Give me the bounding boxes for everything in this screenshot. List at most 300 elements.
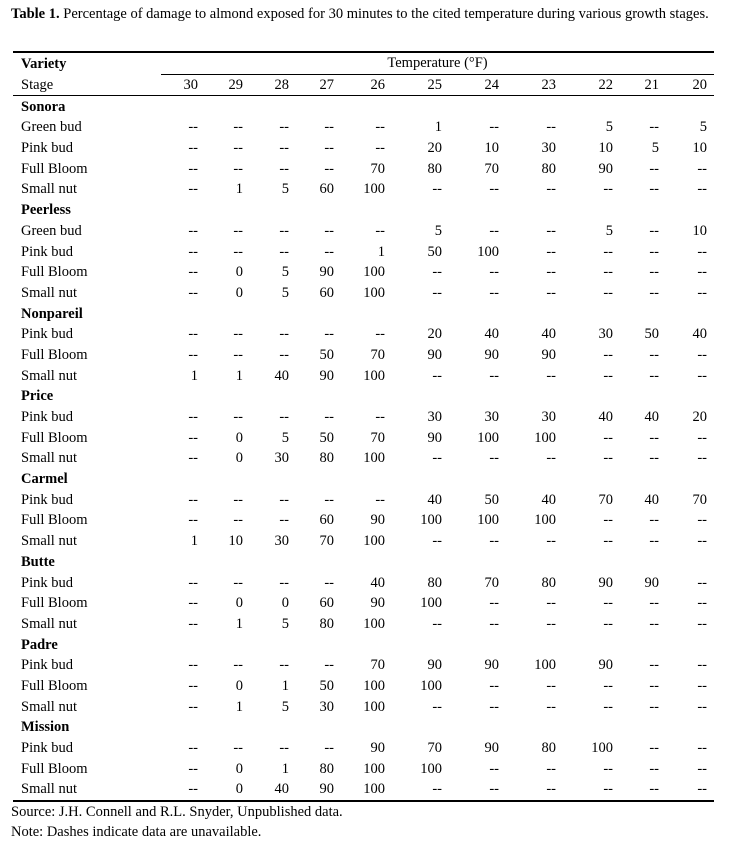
variety-row bbox=[13, 469, 714, 490]
stage-cell: Full Bloom bbox=[21, 264, 88, 281]
damage-value-cell: 0 bbox=[235, 264, 243, 281]
damage-value-cell: -- bbox=[697, 533, 707, 550]
damage-value-cell: -- bbox=[188, 140, 198, 157]
damage-value-cell: -- bbox=[279, 657, 289, 674]
damage-value-cell: -- bbox=[697, 284, 707, 301]
damage-value-cell: -- bbox=[324, 140, 334, 157]
damage-value-cell: 40 bbox=[250, 779, 296, 801]
damage-value-cell: -- bbox=[188, 160, 198, 177]
variety-name: Padre bbox=[21, 636, 58, 653]
damage-value-cell: 40 bbox=[370, 574, 385, 591]
damage-value-cell: -- bbox=[603, 243, 613, 260]
table-row bbox=[13, 117, 714, 138]
damage-value-cell: -- bbox=[697, 698, 707, 715]
stage-cell: Pink bud bbox=[21, 409, 73, 426]
damage-value-cell: -- bbox=[188, 760, 198, 777]
damage-value-cell: -- bbox=[603, 698, 613, 715]
damage-value-cell: -- bbox=[188, 698, 198, 715]
damage-value-cell: -- bbox=[649, 740, 659, 757]
stage-cell: Pink bud bbox=[21, 574, 73, 591]
table-row bbox=[13, 531, 714, 552]
damage-value-cell: -- bbox=[279, 409, 289, 426]
damage-value-cell: 60 bbox=[319, 284, 334, 301]
damage-value-cell: -- bbox=[233, 140, 243, 157]
damage-value-cell: -- bbox=[697, 450, 707, 467]
damage-value-cell: -- bbox=[188, 326, 198, 343]
temperature-column-header: 24 bbox=[449, 74, 506, 96]
variety-name: Carmel bbox=[21, 471, 68, 488]
damage-value-cell: 100 bbox=[363, 615, 385, 632]
damage-value-cell: 80 bbox=[427, 160, 442, 177]
damage-value-cell: 90 bbox=[484, 740, 499, 757]
damage-value-cell: -- bbox=[697, 512, 707, 529]
damage-value-cell: 1 bbox=[434, 119, 442, 136]
table-row bbox=[13, 324, 714, 345]
damage-value-cell: 70 bbox=[370, 160, 385, 177]
table-row bbox=[13, 221, 714, 242]
damage-value-cell: 90 bbox=[427, 346, 442, 363]
damage-value-cell: -- bbox=[697, 346, 707, 363]
damage-value-cell: 80 bbox=[319, 760, 334, 777]
damage-value-cell: -- bbox=[603, 533, 613, 550]
damage-value-cell: -- bbox=[489, 284, 499, 301]
damage-value-cell: 40 bbox=[644, 491, 659, 508]
damage-value-cell: 100 bbox=[591, 740, 613, 757]
stage-cell: Full Bloom bbox=[21, 677, 88, 694]
damage-value-cell: 100 bbox=[534, 429, 556, 446]
damage-value-cell: 100 bbox=[363, 760, 385, 777]
damage-value-cell: -- bbox=[449, 779, 506, 801]
table-row bbox=[13, 407, 714, 428]
damage-value-cell: 100 bbox=[363, 284, 385, 301]
damage-value-cell: -- bbox=[649, 160, 659, 177]
variety-row bbox=[13, 634, 714, 655]
damage-value-cell: -- bbox=[188, 574, 198, 591]
damage-value-cell: 30 bbox=[541, 140, 556, 157]
temperature-column-header: 27 bbox=[296, 74, 341, 96]
variety-name: Peerless bbox=[21, 202, 71, 219]
temperature-column-header: 20 bbox=[666, 74, 714, 96]
damage-value-cell: -- bbox=[649, 284, 659, 301]
damage-value-cell: -- bbox=[546, 367, 556, 384]
damage-value-cell: 90 bbox=[484, 346, 499, 363]
damage-value-cell: -- bbox=[489, 677, 499, 694]
damage-value-cell: 100 bbox=[534, 657, 556, 674]
damage-value-cell: -- bbox=[324, 409, 334, 426]
table-body bbox=[13, 52, 714, 801]
damage-value-cell: 50 bbox=[484, 491, 499, 508]
damage-value-cell: 80 bbox=[541, 574, 556, 591]
damage-value-cell: -- bbox=[375, 409, 385, 426]
stage-cell: Pink bud bbox=[21, 740, 73, 757]
damage-value-cell: 0 bbox=[235, 450, 243, 467]
damage-value-cell: -- bbox=[188, 264, 198, 281]
damage-value-cell: -- bbox=[506, 779, 563, 801]
damage-value-cell: -- bbox=[649, 243, 659, 260]
damage-value-cell: -- bbox=[649, 222, 659, 239]
damage-value-cell: -- bbox=[649, 512, 659, 529]
stage-cell: Small nut bbox=[21, 284, 77, 301]
header-row-stage bbox=[13, 74, 714, 96]
damage-value-cell: 5 bbox=[281, 429, 289, 446]
damage-value-cell: 80 bbox=[319, 615, 334, 632]
damage-value-cell: -- bbox=[603, 595, 613, 612]
damage-value-cell: 40 bbox=[644, 409, 659, 426]
damage-value-cell: -- bbox=[649, 657, 659, 674]
damage-value-cell: -- bbox=[188, 181, 198, 198]
damage-value-cell: 100 bbox=[420, 595, 442, 612]
temperature-column-header: 22 bbox=[563, 74, 620, 96]
damage-value-cell: -- bbox=[188, 409, 198, 426]
stage-cell: Small nut bbox=[21, 615, 77, 632]
damage-value-cell: 5 bbox=[434, 222, 442, 239]
damage-value-cell: 90 bbox=[296, 779, 341, 801]
damage-value-cell: 30 bbox=[484, 409, 499, 426]
damage-value-cell: -- bbox=[546, 450, 556, 467]
damage-value-cell: 90 bbox=[370, 740, 385, 757]
damage-value-cell: 1 bbox=[235, 615, 243, 632]
damage-value-cell: 20 bbox=[692, 409, 707, 426]
table-row bbox=[13, 572, 714, 593]
damage-value-cell: 50 bbox=[644, 326, 659, 343]
damage-value-cell: -- bbox=[697, 595, 707, 612]
damage-value-cell: -- bbox=[279, 346, 289, 363]
damage-value-cell: -- bbox=[324, 119, 334, 136]
damage-value-cell: -- bbox=[546, 222, 556, 239]
damage-value-cell: -- bbox=[649, 615, 659, 632]
temperature-column-header: 28 bbox=[250, 74, 296, 96]
damage-value-cell: 60 bbox=[319, 181, 334, 198]
damage-value-cell: -- bbox=[697, 429, 707, 446]
damage-value-cell: 100 bbox=[363, 450, 385, 467]
damage-value-cell: 1 bbox=[235, 367, 243, 384]
temperature-column-header: 23 bbox=[506, 74, 563, 96]
damage-value-cell: -- bbox=[279, 243, 289, 260]
damage-value-cell: 100 bbox=[363, 533, 385, 550]
table-label: Table 1. bbox=[11, 6, 60, 22]
damage-value-cell: 1 bbox=[235, 698, 243, 715]
damage-value-cell: 10 bbox=[598, 140, 613, 157]
damage-value-cell: 10 bbox=[228, 533, 243, 550]
damage-value-cell: -- bbox=[188, 222, 198, 239]
damage-value-cell: -- bbox=[233, 657, 243, 674]
temperature-column-header: 26 bbox=[341, 74, 392, 96]
damage-value-cell: -- bbox=[603, 429, 613, 446]
damage-value-cell: 70 bbox=[598, 491, 613, 508]
table-row bbox=[13, 593, 714, 614]
damage-value-cell: -- bbox=[620, 779, 666, 801]
damage-value-cell: -- bbox=[546, 264, 556, 281]
damage-value-cell: -- bbox=[233, 326, 243, 343]
damage-value-cell: 0 bbox=[281, 595, 289, 612]
damage-table bbox=[13, 51, 714, 802]
stage-cell: Small nut bbox=[21, 698, 77, 715]
temperature-header: Temperature (°F) bbox=[161, 53, 714, 74]
damage-value-cell: -- bbox=[188, 615, 198, 632]
damage-value-cell: -- bbox=[697, 677, 707, 694]
damage-value-cell: 100 bbox=[420, 512, 442, 529]
damage-value-cell: -- bbox=[603, 264, 613, 281]
damage-value-cell: -- bbox=[603, 367, 613, 384]
damage-value-cell: -- bbox=[489, 367, 499, 384]
damage-value-cell: 100 bbox=[477, 243, 499, 260]
damage-value-cell: 90 bbox=[598, 657, 613, 674]
damage-value-cell: -- bbox=[188, 491, 198, 508]
damage-value-cell: 100 bbox=[363, 698, 385, 715]
stage-cell: Full Bloom bbox=[21, 595, 88, 612]
table-row bbox=[13, 614, 714, 635]
damage-value-cell: -- bbox=[324, 574, 334, 591]
damage-value-cell: -- bbox=[697, 760, 707, 777]
damage-value-cell: 90 bbox=[427, 657, 442, 674]
damage-value-cell: 90 bbox=[370, 512, 385, 529]
damage-value-cell: 40 bbox=[274, 367, 289, 384]
damage-value-cell: -- bbox=[188, 119, 198, 136]
damage-value-cell: -- bbox=[489, 450, 499, 467]
damage-value-cell: -- bbox=[188, 512, 198, 529]
damage-value-cell: 70 bbox=[370, 429, 385, 446]
stage-cell: Green bud bbox=[21, 222, 82, 239]
damage-value-cell: -- bbox=[546, 760, 556, 777]
damage-value-cell: 1 bbox=[377, 243, 385, 260]
stage-cell: Pink bud bbox=[21, 140, 73, 157]
damage-value-cell: -- bbox=[432, 367, 442, 384]
damage-value-cell: 100 bbox=[363, 181, 385, 198]
damage-value-cell: -- bbox=[375, 326, 385, 343]
damage-value-cell: -- bbox=[649, 760, 659, 777]
damage-value-cell: -- bbox=[649, 346, 659, 363]
damage-value-cell: 5 bbox=[651, 140, 659, 157]
damage-value-cell: -- bbox=[649, 533, 659, 550]
damage-value-cell: -- bbox=[188, 429, 198, 446]
damage-value-cell: 100 bbox=[534, 512, 556, 529]
table-row bbox=[13, 676, 714, 697]
damage-value-cell: 70 bbox=[484, 160, 499, 177]
stage-cell: Green bud bbox=[21, 119, 82, 136]
variety-row bbox=[13, 200, 714, 221]
damage-value-cell: 30 bbox=[274, 533, 289, 550]
damage-value-cell: -- bbox=[603, 677, 613, 694]
damage-value-cell: -- bbox=[546, 119, 556, 136]
damage-value-cell: -- bbox=[233, 740, 243, 757]
damage-value-cell: 40 bbox=[541, 326, 556, 343]
damage-value-cell: -- bbox=[161, 779, 205, 801]
damage-value-cell: 5 bbox=[281, 284, 289, 301]
stage-cell: Pink bud bbox=[21, 243, 73, 260]
table-row bbox=[13, 262, 714, 283]
damage-value-cell: -- bbox=[649, 595, 659, 612]
damage-value-cell: 80 bbox=[541, 740, 556, 757]
damage-value-cell: -- bbox=[233, 512, 243, 529]
damage-value-cell: -- bbox=[233, 119, 243, 136]
stage-cell: Small nut bbox=[13, 779, 161, 801]
damage-value-cell: -- bbox=[546, 181, 556, 198]
damage-value-cell: 100 bbox=[341, 779, 392, 801]
damage-value-cell: -- bbox=[324, 243, 334, 260]
damage-value-cell: -- bbox=[432, 615, 442, 632]
table-row bbox=[13, 427, 714, 448]
damage-value-cell: -- bbox=[603, 615, 613, 632]
damage-value-cell: -- bbox=[697, 615, 707, 632]
temperature-column-header: 29 bbox=[205, 74, 250, 96]
damage-value-cell: -- bbox=[697, 367, 707, 384]
variety-header: Variety bbox=[21, 55, 67, 72]
damage-value-cell: -- bbox=[697, 160, 707, 177]
table-row bbox=[13, 365, 714, 386]
damage-value-cell: -- bbox=[188, 677, 198, 694]
damage-value-cell: 5 bbox=[605, 119, 613, 136]
stage-cell: Small nut bbox=[21, 367, 77, 384]
damage-value-cell: -- bbox=[697, 243, 707, 260]
damage-value-cell: 0 bbox=[235, 760, 243, 777]
damage-value-cell: -- bbox=[279, 160, 289, 177]
damage-value-cell: 30 bbox=[319, 698, 334, 715]
stage-cell: Small nut bbox=[21, 533, 77, 550]
stage-cell: Small nut bbox=[21, 450, 77, 467]
damage-value-cell: 70 bbox=[484, 574, 499, 591]
damage-value-cell: -- bbox=[375, 222, 385, 239]
damage-value-cell: -- bbox=[279, 491, 289, 508]
damage-value-cell: -- bbox=[279, 512, 289, 529]
damage-value-cell: 10 bbox=[692, 222, 707, 239]
stage-cell: Pink bud bbox=[21, 491, 73, 508]
damage-value-cell: 60 bbox=[319, 595, 334, 612]
table-row bbox=[13, 283, 714, 304]
damage-value-cell: 5 bbox=[605, 222, 613, 239]
variety-name: Price bbox=[21, 388, 54, 405]
damage-value-cell: -- bbox=[188, 657, 198, 674]
damage-value-cell: 70 bbox=[370, 657, 385, 674]
damage-value-cell: 20 bbox=[427, 140, 442, 157]
damage-value-cell: -- bbox=[697, 657, 707, 674]
table-caption bbox=[11, 5, 723, 24]
damage-value-cell: -- bbox=[649, 429, 659, 446]
damage-value-cell: -- bbox=[279, 740, 289, 757]
damage-value-cell: 90 bbox=[644, 574, 659, 591]
damage-value-cell: -- bbox=[324, 222, 334, 239]
source-note: Source: J.H. Connell and R.L. Snyder, Unpublished data. bbox=[11, 804, 343, 820]
damage-value-cell: -- bbox=[233, 222, 243, 239]
variety-name: Butte bbox=[21, 553, 55, 570]
damage-value-cell: -- bbox=[279, 574, 289, 591]
damage-value-cell: 5 bbox=[281, 615, 289, 632]
damage-value-cell: 0 bbox=[205, 779, 250, 801]
damage-value-cell: -- bbox=[279, 119, 289, 136]
variety-name: Sonora bbox=[21, 98, 66, 115]
damage-value-cell: -- bbox=[489, 119, 499, 136]
damage-value-cell: -- bbox=[546, 284, 556, 301]
damage-value-cell: 90 bbox=[484, 657, 499, 674]
damage-value-cell: 5 bbox=[281, 698, 289, 715]
damage-value-cell: -- bbox=[649, 264, 659, 281]
damage-value-cell: 1 bbox=[190, 367, 198, 384]
table-row bbox=[13, 448, 714, 469]
damage-value-cell: 90 bbox=[427, 429, 442, 446]
damage-value-cell: -- bbox=[188, 243, 198, 260]
table-row bbox=[13, 696, 714, 717]
damage-value-cell: -- bbox=[546, 533, 556, 550]
damage-value-cell: 100 bbox=[363, 367, 385, 384]
damage-value-cell: 90 bbox=[319, 367, 334, 384]
damage-value-cell: -- bbox=[697, 181, 707, 198]
temperature-column-header: 25 bbox=[392, 74, 449, 96]
damage-value-cell: -- bbox=[697, 740, 707, 757]
damage-value-cell: -- bbox=[603, 760, 613, 777]
table-row bbox=[13, 489, 714, 510]
damage-value-cell: -- bbox=[546, 595, 556, 612]
damage-value-cell: 100 bbox=[363, 264, 385, 281]
variety-name: Mission bbox=[21, 719, 70, 736]
variety-name: Nonpareil bbox=[21, 305, 83, 322]
dashes-note: Note: Dashes indicate data are unavailable. bbox=[11, 824, 262, 840]
damage-value-cell: -- bbox=[603, 450, 613, 467]
damage-value-cell: 40 bbox=[692, 326, 707, 343]
damage-value-cell: -- bbox=[649, 698, 659, 715]
damage-value-cell: -- bbox=[375, 491, 385, 508]
damage-value-cell: 0 bbox=[235, 429, 243, 446]
damage-value-cell: 0 bbox=[235, 677, 243, 694]
damage-value-cell: 80 bbox=[541, 160, 556, 177]
damage-value-cell: -- bbox=[233, 491, 243, 508]
table-row bbox=[13, 138, 714, 159]
damage-value-cell: -- bbox=[489, 698, 499, 715]
damage-value-cell: 100 bbox=[420, 677, 442, 694]
damage-value-cell: -- bbox=[432, 698, 442, 715]
damage-value-cell: -- bbox=[188, 740, 198, 757]
damage-value-cell: -- bbox=[188, 450, 198, 467]
damage-value-cell: 100 bbox=[363, 677, 385, 694]
damage-value-cell: -- bbox=[432, 264, 442, 281]
damage-value-cell: 40 bbox=[598, 409, 613, 426]
damage-value-cell: 30 bbox=[274, 450, 289, 467]
damage-value-cell: 0 bbox=[235, 284, 243, 301]
damage-value-cell: 50 bbox=[319, 346, 334, 363]
temperature-column-header: 30 bbox=[161, 74, 205, 96]
variety-row bbox=[13, 303, 714, 324]
damage-value-cell: 70 bbox=[319, 533, 334, 550]
damage-value-cell: -- bbox=[489, 181, 499, 198]
damage-value-cell: 90 bbox=[598, 160, 613, 177]
temperature-column-header: 21 bbox=[620, 74, 666, 96]
variety-row bbox=[13, 386, 714, 407]
damage-value-cell: -- bbox=[489, 533, 499, 550]
damage-value-cell: -- bbox=[279, 326, 289, 343]
damage-value-cell: -- bbox=[546, 677, 556, 694]
damage-value-cell: -- bbox=[546, 615, 556, 632]
damage-value-cell: -- bbox=[432, 450, 442, 467]
damage-value-cell: 50 bbox=[319, 677, 334, 694]
stage-cell: Full Bloom bbox=[21, 160, 88, 177]
stage-cell: Full Bloom bbox=[21, 346, 88, 363]
damage-value-cell: -- bbox=[697, 574, 707, 591]
damage-value-cell: 90 bbox=[370, 595, 385, 612]
table-row bbox=[13, 655, 714, 676]
stage-header: Stage bbox=[13, 74, 161, 96]
damage-value-cell: 90 bbox=[598, 574, 613, 591]
damage-value-cell: -- bbox=[546, 243, 556, 260]
damage-value-cell: 40 bbox=[541, 491, 556, 508]
table-row bbox=[13, 738, 714, 759]
damage-value-cell: 1 bbox=[281, 677, 289, 694]
damage-value-cell: -- bbox=[233, 346, 243, 363]
damage-value-cell: -- bbox=[666, 779, 714, 801]
damage-value-cell: 10 bbox=[692, 140, 707, 157]
damage-value-cell: -- bbox=[432, 284, 442, 301]
damage-value-cell: -- bbox=[649, 181, 659, 198]
damage-value-cell: -- bbox=[324, 491, 334, 508]
damage-value-cell: 100 bbox=[477, 429, 499, 446]
damage-value-cell: 80 bbox=[319, 450, 334, 467]
